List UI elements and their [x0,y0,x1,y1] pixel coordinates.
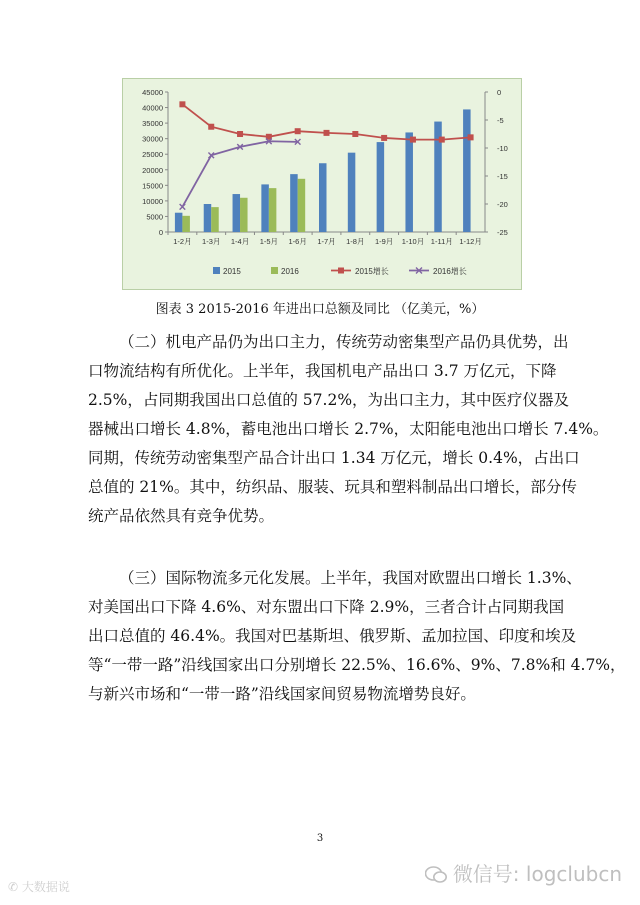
left-tick-label: 20000 [142,165,163,175]
bar-2015 [175,213,183,232]
x-tick-label: 1-5月 [259,237,279,246]
right-tick-label: -15 [497,172,508,181]
paragraph-line: 与新兴市场和“一带一路”沿线国家间贸易物流增势良好。 [88,685,476,703]
bar-2016 [298,179,306,232]
right-tick-label: -25 [497,228,508,237]
bar-2015 [377,142,385,232]
point-2015增长 [179,101,185,107]
paragraph-line: 总值的 21%。其中，纺织品、服装、玩具和塑料制品出口增长，部分传 [88,478,577,496]
bar-2015 [405,132,413,232]
paragraph-line: 统产品依然具有竞争优势。 [88,507,275,525]
paragraph-line: 等“一带一路”沿线国家出口分别增长 22.5%、16.6%、9%、7.8%和 4.7%， [88,656,626,674]
bar-2015 [204,204,212,232]
point-2015增长 [439,137,445,143]
x-tick-label: 1-2月 [173,237,192,246]
paragraph-line: 口物流结构有所优化。上半年，我国机电产品出口 3.7 万亿元，下降 [88,362,557,380]
source-watermark [8,878,70,895]
paragraph-line: （二）机电产品仍为出口主力，传统劳动密集型产品仍具优势，出 [119,333,569,351]
point-2015增长 [295,128,301,134]
legend-label: 2015增长 [355,267,389,276]
legend-swatch [271,267,278,274]
wechat-watermark [425,858,622,887]
left-tick-label: 15000 [142,181,163,191]
paragraph-line: （三）国际物流多元化发展。上半年，我国对欧盟出口增长 1.3%、 [119,569,582,587]
point-2015增长 [352,131,358,137]
paragraph-line: 出口总值的 46.4%。我国对巴基斯坦、俄罗斯、孟加拉国、印度和埃及 [88,627,577,645]
paragraph-line: 对美国出口下降 4.6%、对东盟出口下降 2.9%，三者合计占同期我国 [88,598,565,616]
legend-label: 2016 [281,267,299,276]
bar-2015 [290,174,298,232]
right-tick-label: -5 [497,116,504,125]
watermark-text: 微信号: logclubcn [452,862,622,886]
left-tick-label: 25000 [142,150,163,160]
bar-2016 [240,198,248,232]
x-tick-label: 1-7月 [317,237,336,246]
chart-caption: 图表 3 2015-2016 年进出口总额及同比 （亿美元，%） [155,302,485,317]
left-tick-label: 35000 [142,119,163,129]
left-tick-label: 40000 [142,103,163,113]
left-tick-label: 10000 [142,196,163,206]
paragraph-2 [88,328,609,531]
bar-2016 [182,216,190,232]
point-2015增长 [324,130,330,136]
bar-2015 [348,153,356,232]
point-2015增长 [468,134,474,140]
point-2015增长 [381,135,387,141]
wechat-icon [425,866,447,884]
bar-2016 [211,207,219,232]
x-tick-label: 1-12月 [459,237,482,246]
x-tick-label: 1-9月 [374,237,394,246]
right-tick-label: -10 [497,144,508,153]
bar-2015 [463,109,471,232]
paragraph-3 [88,564,626,709]
legend-marker [338,268,344,274]
paragraph-line: 2.5%，占同期我国出口总值的 57.2%，为出口主力，其中医疗仪器及 [88,391,570,409]
legend-swatch [213,267,220,274]
bar-2016 [269,188,277,232]
export-chart [123,79,521,289]
left-tick-label: 0 [158,228,163,237]
weibo-icon: ✆ [8,880,19,894]
left-tick-label: 30000 [142,134,163,144]
x-tick-label: 1-4月 [230,237,250,246]
x-tick-label: 1-8月 [346,237,365,246]
right-tick-label: -20 [497,200,508,209]
x-tick-label: 1-6月 [288,237,307,246]
point-2016增长 [180,204,186,210]
x-tick-label: 1-10月 [401,237,425,246]
legend-label: 2016增长 [433,267,467,276]
left-tick-label: 45000 [142,88,163,97]
point-2015增长 [237,131,243,137]
right-tick-label: 0 [497,88,502,97]
bar-2015 [233,194,241,232]
paragraph-line: 器械出口增长 4.8%，蓄电池出口增长 2.7%，太阳能电池出口增长 7.4%。 [88,420,609,438]
page-number: 3 [316,833,324,844]
x-tick-label: 1-11月 [430,237,453,246]
x-tick-label: 1-3月 [202,237,221,246]
chart-container [122,78,522,290]
legend-label: 2015 [223,267,241,276]
bar-2015 [261,184,269,232]
paragraph-line: 同期，传统劳动密集型产品合计出口 1.34 万亿元，增长 0.4%，占出口 [88,449,580,467]
source-watermark-text: 大数据说 [21,880,70,894]
point-2015增长 [208,124,214,130]
bar-2015 [319,163,327,232]
left-tick-label: 5000 [146,212,163,222]
point-2015增长 [410,137,416,143]
